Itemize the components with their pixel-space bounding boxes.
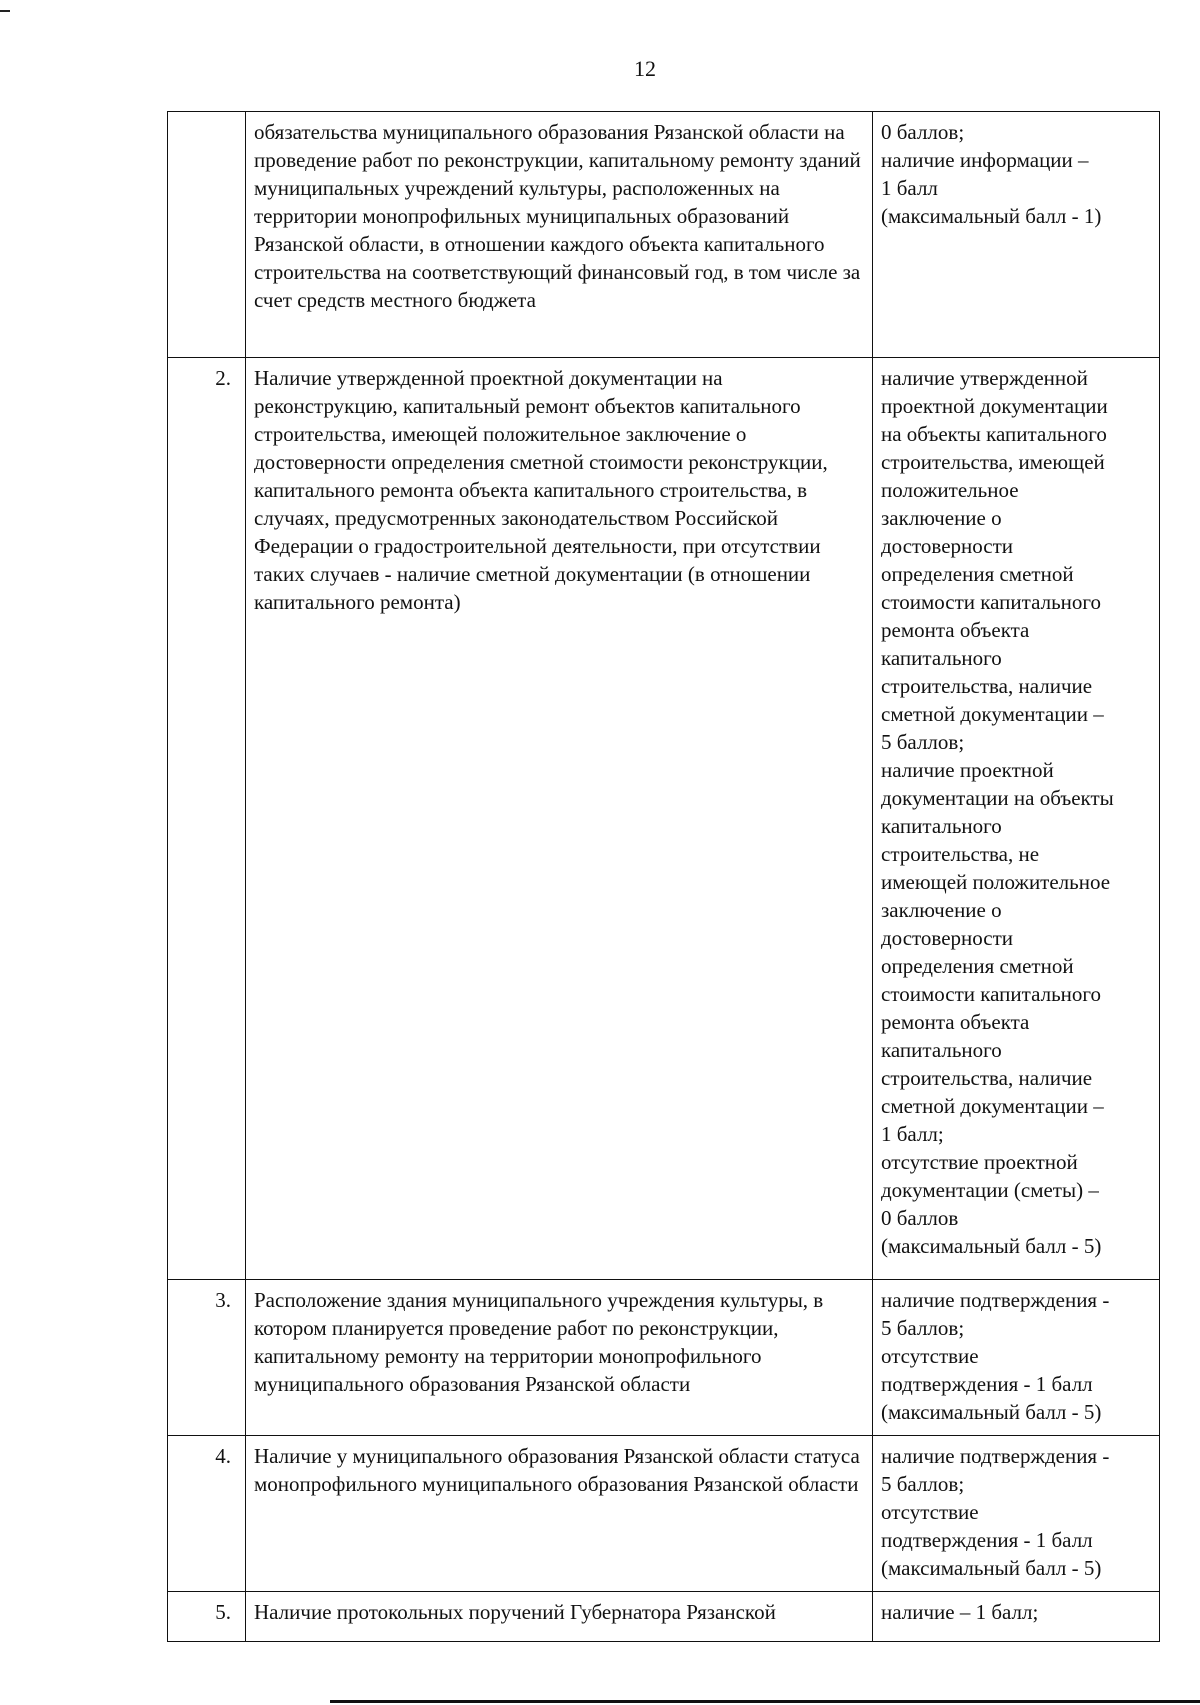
criterion-cell: Расположение здания муниципального учреждения культуры, в котором планируется проведение работ по реконструкции, капитальному ремонту на территории монопрофильного муниципального образования Рязанской области [246,1280,873,1436]
table-row [168,1592,1160,1642]
criterion-cell: Наличие утвержденной проектной документации на реконструкцию, капитальный ремонт объектов капитального строительства, имеющей положительное заключение о достоверности определения сметной стоимости реконструкции, капитального ремонта объекта капитального строительства, в случаях, предусмотренных законодательством Российской Федерации о градостроительной деятельности, при отсутствии таких случаев - наличие сметной документации (в отношении капитального ремонта) [246,358,873,1280]
table-row [168,1436,1160,1592]
score-cell: наличие – 1 балл; [873,1592,1160,1642]
score-cell: 0 баллов; наличие информации – 1 балл (максимальный балл - 1) [873,112,1160,358]
table-row [168,112,1160,358]
criteria-table [167,111,1160,1642]
row-number [168,112,246,358]
row-number: 2. [168,358,246,1280]
criterion-cell: Наличие протокольных поручений Губернатора Рязанской [246,1592,873,1642]
criterion-cell: Наличие у муниципального образования Рязанской области статуса монопрофильного муниципального образования Рязанской области [246,1436,873,1592]
table-row [168,358,1160,1280]
criterion-cell: обязательства муниципального образования Рязанской области на проведение работ по реконструкции, капитальному ремонту зданий муниципальных учреждений культуры, расположенных на территории монопрофильных муниципальных образований Рязанской области, в отношении каждого объекта капитального строительства на соответствующий финансовый год, в том числе за счет средств местного бюджета [246,112,873,358]
score-cell: наличие утвержденной проектной документации на объекты капитального строительства, имеющей положительное заключение о достоверности определения сметной стоимости капитального ремонта объекта капитального строительства, наличие сметной документации – 5 баллов; наличие проектной документации на объекты капитального строительства, не имеющей положительное заключение о достоверности определения сметной стоимости капитального ремонта объекта капитального строительства, наличие сметной документации – 1 балл; отсутствие проектной документации (сметы) – 0 баллов (максимальный балл - 5) [873,358,1160,1280]
row-number: 5. [168,1592,246,1642]
score-cell: наличие подтверждения - 5 баллов; отсутствие подтверждения - 1 балл (максимальный балл - 5) [873,1436,1160,1592]
bottom-rule [330,1700,1200,1703]
table-row [168,1280,1160,1436]
score-cell: наличие подтверждения - 5 баллов; отсутствие подтверждения - 1 балл (максимальный балл - 5) [873,1280,1160,1436]
row-number: 3. [168,1280,246,1436]
scan-edge-mark [0,10,10,12]
page-number: 12 [634,56,656,81]
row-number: 4. [168,1436,246,1592]
